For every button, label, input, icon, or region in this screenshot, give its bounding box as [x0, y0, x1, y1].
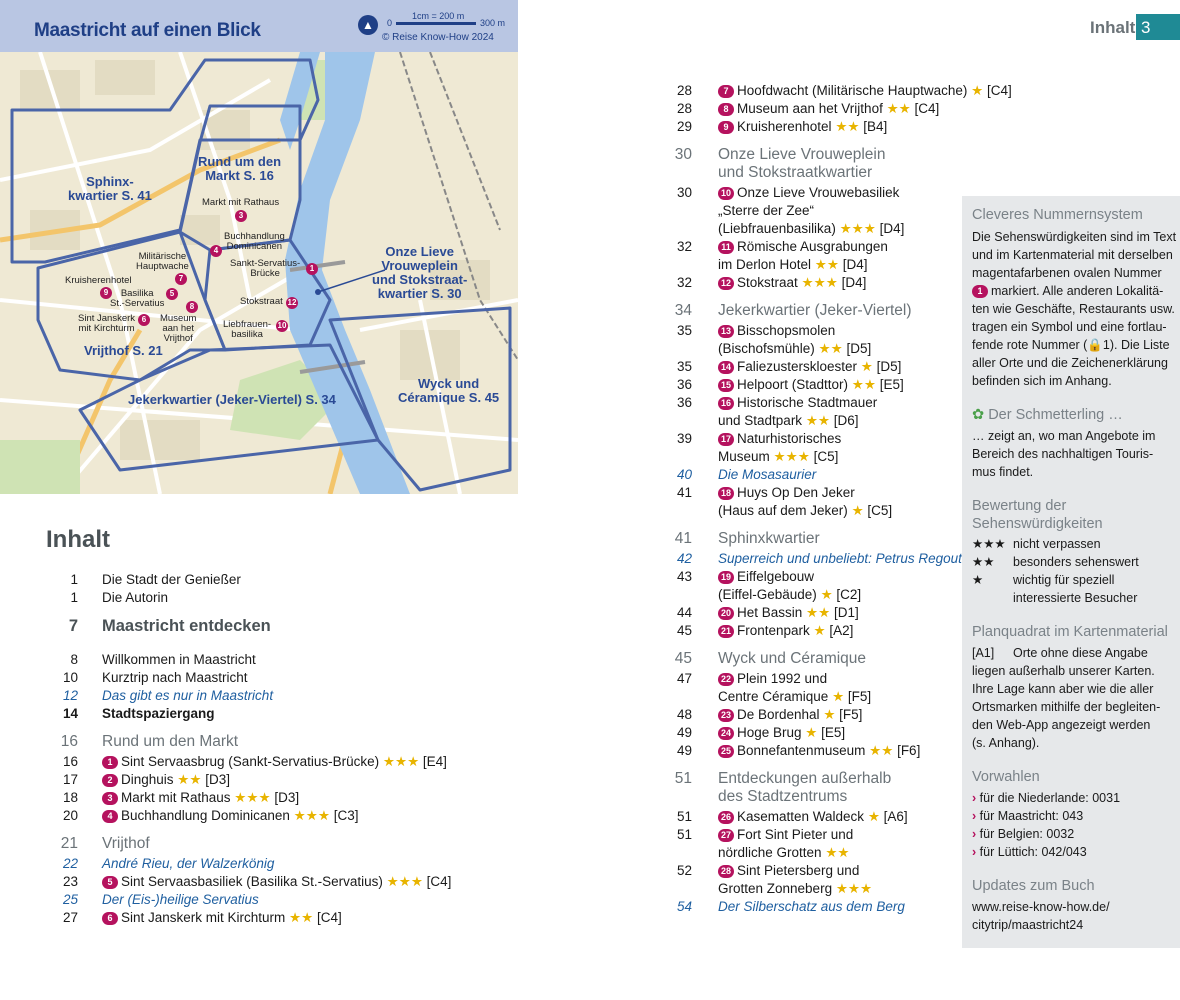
grid-reference: [C2] [832, 587, 862, 602]
toc-page-number: 36 [676, 377, 692, 392]
poi-marker: 6 [138, 314, 150, 326]
poi-label: Sankt-Servatius- Brücke [230, 258, 301, 279]
sight-number-badge: 24 [718, 727, 734, 740]
toc-entry-text: Die Mosasaurier [718, 467, 817, 482]
toc-page-number: 8 [70, 652, 78, 667]
grid-reference: [C4] [983, 83, 1012, 98]
grid-reference: [C4] [910, 101, 940, 116]
grid-reference: [D1] [830, 605, 859, 620]
toc-page-number: 36 [676, 395, 692, 410]
toc-entry-text: 24 Hoge Brug ★ [E5] [718, 724, 845, 742]
sight-number-badge: 7 [718, 85, 734, 98]
butterfly-line: Bereich des nachhaltigen Touris- [972, 447, 1154, 461]
rating-stars: ★★ [972, 555, 995, 569]
toc-entry-text: Der (Eis-)heilige Servatius [102, 892, 259, 907]
numbering-line: fende rote Nummer (🔒1). Die Liste [972, 338, 1170, 352]
page-header-title: Inhalt [1090, 18, 1136, 37]
toc-entry-text: 16 Historische Stadtmauer [718, 394, 877, 412]
toc-entry-text: Museum ★★★ [C5] [718, 449, 839, 464]
rating-stars: ★★ [821, 845, 850, 860]
grid-reference: [C4] [422, 874, 452, 889]
toc-entry-text: 14 Faliezusterskloester ★ [D5] [718, 358, 901, 376]
poi-marker: 4 [210, 245, 222, 257]
sight-number-badge: 22 [718, 673, 734, 686]
numbering-line: aller Orte und die Zeichenerklärung [972, 356, 1168, 370]
toc-entry-text: Kurztrip nach Maastricht [102, 670, 248, 685]
district-label-onze-lieve: Onze Lieve Vrouweplein und Stokstraat- kwartier S. 30 [372, 244, 468, 301]
scale-mid: 1cm = 200 m [412, 11, 465, 21]
toc-entry-text: 8 Museum aan het Vrijthof ★★ [C4] [718, 100, 939, 118]
toc-page-number: 45 [674, 650, 692, 667]
grid-reference: [D3] [201, 772, 231, 787]
rating-text: wichtig für speziell [1013, 573, 1115, 587]
sight-number-badge: 20 [718, 607, 734, 620]
sight-number-badge: 2 [102, 774, 118, 787]
toc-page-number: 40 [676, 467, 692, 482]
sight-number-badge: 18 [718, 487, 734, 500]
toc-entry-text: 17 Naturhistorisches [718, 430, 841, 448]
grid-reference: [D3] [270, 790, 300, 805]
toc-entry-text: Willkommen in Maastricht [102, 652, 256, 667]
rating-stars: ★ [801, 725, 818, 740]
rating-stars: ★★ [882, 101, 911, 116]
toc-page-number: 41 [674, 530, 692, 547]
toc-page-number: 41 [676, 485, 692, 500]
toc-entry-text: 26 Kasematten Waldeck ★ [A6] [718, 808, 908, 826]
dialing-item: › für Lüttich: 042/043 [972, 845, 1087, 859]
rating-stars: ★ [809, 623, 826, 638]
toc-entry-text: 5 Sint Servaasbasiliek (Basilika St.-Servatius) ★★★ [C4] [102, 873, 451, 891]
toc-page-number: 49 [676, 725, 692, 740]
toc-entry-text: 4 Buchhandlung Dominicanen ★★★ [C3] [102, 807, 358, 825]
rating-text: nicht verpassen [1013, 537, 1101, 551]
poi-label: Kruisherenhotel [65, 275, 132, 286]
district-label-wyck: Wyck und Céramique S. 45 [398, 376, 500, 405]
grid-reference: [D5] [842, 341, 872, 356]
sight-number-badge: 4 [102, 810, 118, 823]
toc-entry-text: 15 Helpoort (Stadttor) ★★ [E5] [718, 376, 904, 394]
rating-stars: ★★★ [835, 221, 876, 236]
toc-entry-text: 2 Dinghuis ★★ [D3] [102, 771, 230, 789]
toc-page-number: 45 [676, 623, 692, 638]
poi-label: Buchhandlung Dominicanen [224, 231, 285, 252]
poi-marker: 7 [175, 273, 187, 285]
grid-line: Orte ohne diese Angabe [1013, 646, 1148, 660]
district-label-sphinx: Sphinx- kwartier S. 41 [68, 174, 152, 203]
toc-page-number: 44 [676, 605, 692, 620]
toc-entry-text: und Stadtpark ★★ [D6] [718, 413, 859, 428]
scale-end: 300 m [480, 18, 506, 28]
grid-reference: [F5] [844, 689, 872, 704]
toc-page-number: 21 [60, 835, 78, 852]
toc-page-number: 30 [676, 185, 692, 200]
grid-reference: [E5] [817, 725, 846, 740]
grid-ref: [A1] [972, 646, 995, 660]
toc-entry-text: Onze Lieve Vrouweplein [718, 146, 886, 163]
toc-page-number: 1 [70, 590, 78, 605]
sight-number-badge: 27 [718, 829, 734, 842]
rating-stars: ★★★ [769, 449, 810, 464]
numbering-heading: Cleveres Nummernsystem [972, 207, 1143, 223]
sight-number-badge: 14 [718, 361, 734, 374]
grid-heading: Planquadrat im Kartenmaterial [972, 624, 1168, 640]
district-label-vrijthof: Vrijthof S. 21 [84, 343, 163, 358]
grid-reference: [F5] [835, 707, 863, 722]
toc-page-number: 35 [676, 359, 692, 374]
toc-entry-text: Superreich und unbeliebt: Petrus Regout [718, 551, 962, 566]
butterfly-heading: ✿ Der Schmetterling … [972, 407, 1123, 423]
rating-stars: ★ [819, 707, 836, 722]
toc-page-number: 28 [676, 101, 692, 116]
toc-entry-text: 1 Sint Servaasbrug (Sankt-Servatius-Brücke) ★★★ [E4] [102, 753, 447, 771]
toc-entry-text: Wyck und Céramique [718, 650, 867, 667]
grid-line: (s. Anhang). [972, 736, 1040, 750]
dialing-item: › für Maastricht: 043 [972, 809, 1084, 823]
grid-reference: [D4] [839, 257, 868, 272]
toc-entry-text: 18 Huys Op Den Jeker [718, 484, 855, 502]
rating-stars: ★ [972, 573, 984, 587]
toc-entry-text: 21 Frontenpark ★ [A2] [718, 622, 853, 640]
toc-entry-text: Sphinxkwartier [718, 530, 820, 547]
rating-stars: ★ [864, 809, 880, 824]
rating-stars: ★ [847, 503, 864, 518]
grid-reference: [E4] [419, 754, 447, 769]
toc-page-number: 49 [676, 743, 692, 758]
poi-label: Stokstraat [240, 296, 283, 307]
toc-page-number: 27 [62, 910, 78, 925]
sight-number-badge: 15 [718, 379, 734, 392]
rating-stars: ★★★ [797, 275, 838, 290]
toc-page-number: 10 [62, 670, 78, 685]
rating-stars: ★★ [814, 341, 843, 356]
rating-heading: Sehenswürdigkeiten [972, 516, 1103, 532]
toc-title: Inhalt [46, 526, 110, 553]
toc-entry-text: 19 Eiffelgebouw [718, 568, 814, 586]
toc-entry-text: 9 Kruisherenhotel ★★ [B4] [718, 118, 887, 136]
poi-label: Museum aan het Vrijthof [160, 313, 197, 344]
sight-number-badge: 10 [718, 187, 734, 200]
toc-page-number: 29 [676, 119, 692, 134]
grid-reference: [C5] [863, 503, 893, 518]
rating-stars: ★ [967, 83, 984, 98]
chevron-right-icon: › [972, 809, 977, 823]
toc-page-number: 22 [62, 856, 78, 871]
toc-page-number: 25 [62, 892, 78, 907]
map-title: Maastricht auf einen Blick [34, 20, 261, 41]
sight-number-badge: 13 [718, 325, 734, 338]
poi-label: Militärische Hauptwache [136, 251, 189, 272]
rating-stars: ★★★ [230, 790, 271, 805]
updates-heading: Updates zum Buch [972, 878, 1095, 894]
toc-entry-text: nördliche Grotten ★★ [718, 845, 850, 860]
poi-marker: 12 [287, 298, 297, 307]
sight-number-badge: 16 [718, 397, 734, 410]
grid-reference: [B4] [859, 119, 888, 134]
dialing-item: › für Belgien: 0032 [972, 827, 1075, 841]
rating-heading: Bewertung der [972, 498, 1067, 514]
poi-marker: 9 [100, 287, 112, 299]
toc-page-number: 14 [62, 706, 78, 721]
poi-marker: 5 [166, 288, 178, 300]
map-copyright: © Reise Know-How 2024 [382, 32, 494, 43]
scale-bar [396, 22, 476, 25]
rating-stars: ★★ [811, 257, 839, 272]
toc-entry-text: Die Stadt der Genießer [102, 572, 241, 587]
toc-entry-text: Centre Céramique ★ [F5] [718, 689, 872, 704]
toc-entry-text: 28 Sint Pietersberg und [718, 862, 859, 880]
rating-text: besonders sehenswert [1013, 555, 1139, 569]
toc-page-number: 16 [60, 733, 78, 750]
district-label-markt: Rund um den Markt S. 16 [198, 154, 282, 183]
sight-number-badge: 6 [102, 912, 118, 925]
poi-label: Liebfrauen- basilika [223, 319, 272, 340]
poi-marker: 8 [186, 301, 198, 313]
grid-line: liegen außerhalb unserer Karten. [972, 664, 1155, 678]
toc-entry-text: im Derlon Hotel ★★ [D4] [718, 257, 868, 272]
numbering-line: magentafarbenen ovalen Nummer [972, 266, 1162, 280]
numbering-line: Die Sehenswürdigkeiten sind im Text [972, 230, 1177, 244]
page-number: 3 [1136, 14, 1180, 40]
rating-stars: ★★ [802, 605, 831, 620]
grid-line: den Web-App angezeigt werden [972, 718, 1151, 732]
toc-entry-text: Stadtspaziergang [102, 706, 215, 721]
grid-reference: [D5] [872, 359, 902, 374]
chevron-right-icon: › [972, 845, 977, 859]
rating-stars: ★★ [802, 413, 831, 428]
toc-page-number: 47 [676, 671, 692, 686]
toc-page-number: 30 [674, 146, 692, 163]
toc-entry-text: 10 Onze Lieve Vrouwebasiliek [718, 184, 899, 202]
sight-number-badge: 5 [102, 876, 118, 889]
rating-stars: ★★ [865, 743, 894, 758]
toc-entry-text: Grotten Zonneberg ★★★ [718, 881, 873, 896]
numbering-line: ten wie Geschäfte, Restaurants usw. [972, 302, 1175, 316]
sight-number-badge: 8 [718, 103, 734, 116]
grid-reference: [A6] [879, 809, 908, 824]
grid-line: Ihre Lage kann aber wie die aller [972, 682, 1154, 696]
sight-number-badge: 21 [718, 625, 734, 638]
toc-entry-text: 25 Bonnefantenmuseum ★★ [F6] [718, 742, 920, 760]
toc-entry-text: (Liebfrauenbasilika) ★★★ [D4] [718, 221, 905, 236]
sight-number-badge: 19 [718, 571, 734, 584]
grid-reference: [D6] [830, 413, 859, 428]
toc-page-number: 20 [62, 808, 78, 823]
toc-page-number: 51 [676, 809, 692, 824]
sight-number-badge: 28 [718, 865, 734, 878]
numbering-line: und im Kartenmaterial mit derselben [972, 248, 1173, 262]
toc-page-number: 39 [676, 431, 692, 446]
north-arrow-icon: ▲ [358, 15, 378, 35]
rating-stars: ★ [816, 587, 833, 602]
updates-link[interactable]: www.reise-know-how.de/ [972, 900, 1110, 914]
sight-number-badge: 11 [718, 241, 734, 254]
numbering-line: tragen ein Symbol und eine fortlau- [972, 320, 1167, 334]
toc-entry-text: (Haus auf dem Jeker) ★ [C5] [718, 503, 893, 518]
rating-stars: ★★★ [382, 874, 423, 889]
grid-line: Ortsmarken mithilfe der begleiten- [972, 700, 1161, 714]
sight-number-badge: 23 [718, 709, 734, 722]
rating-stars: ★★★ [379, 754, 420, 769]
grid-reference: [D4] [875, 221, 905, 236]
toc-entry-text: 23 De Bordenhal ★ [F5] [718, 706, 862, 724]
rating-stars: ★★ [831, 119, 860, 134]
toc-page-number: 18 [62, 790, 78, 805]
toc-entry-text: Der Silberschatz aus dem Berg [718, 899, 905, 914]
numbering-line: befinden sich im Anhang. [972, 374, 1112, 388]
toc-entry-text: (Eiffel-Gebäude) ★ [C2] [718, 587, 862, 602]
magenta-number-icon: 1 [972, 285, 988, 298]
toc-entry-text: Das gibt es nur in Maastricht [102, 688, 274, 703]
toc-page-number: 7 [68, 617, 78, 635]
toc-entry-text: 6 Sint Janskerk mit Kirchturm ★★ [C4] [102, 909, 342, 927]
grid-reference: [E5] [876, 377, 904, 392]
toc-entry-text: Maastricht entdecken [102, 617, 271, 635]
sight-number-badge: 17 [718, 433, 734, 446]
toc-page-number: 32 [676, 275, 692, 290]
toc-entry-text: 3 Markt mit Rathaus ★★★ [D3] [102, 789, 299, 807]
grid-reference: [F6] [893, 743, 921, 758]
toc-page-number: 28 [676, 83, 692, 98]
sight-number-badge: 26 [718, 811, 734, 824]
info-sidebar [962, 196, 1180, 948]
scale-zero: 0 [387, 18, 393, 28]
poi-marker: 10 [277, 321, 287, 330]
toc-page-number: 16 [62, 754, 78, 769]
toc-entry-text: 22 Plein 1992 und [718, 670, 827, 688]
toc-entry-text: (Bischofsmühle) ★★ [D5] [718, 341, 872, 356]
toc-page-number: 48 [676, 707, 692, 722]
grid-reference: [C5] [809, 449, 839, 464]
overview-map [0, 0, 518, 494]
rating-stars: ★★★ [289, 808, 330, 823]
poi-marker: 1 [306, 263, 318, 275]
toc-entry-text: Entdeckungen außerhalb [718, 770, 892, 787]
toc-entry-text: 11 Römische Ausgrabungen [718, 238, 888, 256]
toc-entry-text: Rund um den Markt [102, 733, 239, 750]
toc-entry-text: 20 Het Bassin ★★ [D1] [718, 604, 859, 622]
district-label-jeker: Jekerkwartier (Jeker-Viertel) S. 34 [128, 392, 336, 407]
toc-page-number: 52 [676, 863, 692, 878]
toc-entry-text: 12 Stokstraat ★★★ [D4] [718, 274, 866, 292]
rating-text: interessierte Besucher [1013, 591, 1138, 605]
poi-label: Sint Janskerk mit Kirchturm [78, 313, 136, 334]
poi-label: Markt mit Rathaus [202, 197, 280, 208]
poi-marker: 3 [235, 210, 247, 222]
toc-page-number: 32 [676, 239, 692, 254]
toc-page-number: 12 [62, 688, 78, 703]
toc-page-number: 51 [674, 770, 692, 787]
toc-entry-text: André Rieu, der Walzerkönig [102, 856, 275, 871]
rating-stars: ★★★ [972, 537, 1006, 551]
updates-link[interactable]: citytrip/maastricht24 [972, 918, 1084, 932]
toc-page-number: 1 [70, 572, 78, 587]
dialing-heading: Vorwahlen [972, 769, 1040, 785]
toc-entry-text: Vrijthof [102, 835, 150, 852]
poi-label: Basilika St.-Servatius [110, 288, 165, 309]
butterfly-icon: ✿ [972, 407, 985, 423]
grid-reference: [A2] [825, 623, 854, 638]
rating-stars: ★★ [848, 377, 877, 392]
sight-number-badge: 1 [102, 756, 118, 769]
toc-page-number: 42 [676, 551, 692, 566]
toc-page-number: 34 [674, 302, 692, 319]
numbering-line: 1 markiert. Alle anderen Lokalitä- [972, 282, 1163, 300]
toc-page-number: 54 [676, 899, 692, 914]
rating-stars: ★ [857, 359, 873, 374]
rating-stars: ★★ [285, 910, 314, 925]
grid-reference: [C4] [313, 910, 342, 925]
grid-reference: [C3] [329, 808, 359, 823]
sight-number-badge: 9 [718, 121, 734, 134]
butterfly-line: mus findet. [972, 465, 1034, 479]
toc-entry-text: „Sterre der Zee“ [718, 203, 815, 218]
butterfly-line: … zeigt an, wo man Angebote im [972, 429, 1156, 443]
sight-number-badge: 3 [102, 792, 118, 805]
chevron-right-icon: › [972, 791, 977, 805]
toc-entry-text: 7 Hoofdwacht (Militärische Hauptwache) ★ [C4] [718, 82, 1012, 100]
toc-page-number: 17 [62, 772, 78, 787]
toc-entry-text: 27 Fort Sint Pieter und [718, 826, 853, 844]
toc-entry-text: Jekerkwartier (Jeker-Viertel) [718, 302, 912, 319]
toc-page-number: 35 [676, 323, 692, 338]
sight-number-badge: 12 [718, 277, 734, 290]
toc-entry-text: und Stokstraatkwartier [718, 164, 873, 181]
toc-page-number: 43 [676, 569, 692, 584]
toc-entry-text: Die Autorin [102, 590, 169, 605]
chevron-right-icon: › [972, 827, 977, 841]
toc-page-number: 51 [676, 827, 692, 842]
rating-stars: ★★★ [832, 881, 873, 896]
sight-number-badge: 25 [718, 745, 734, 758]
rating-stars: ★★ [173, 772, 202, 787]
toc-entry-text: 13 Bisschopsmolen [718, 322, 835, 340]
toc-page-number: 23 [62, 874, 78, 889]
dialing-item: › für die Niederlande: 0031 [972, 791, 1121, 805]
grid-reference: [D4] [837, 275, 867, 290]
rating-stars: ★ [828, 689, 845, 704]
toc-entry-text: des Stadtzentrums [718, 788, 848, 805]
